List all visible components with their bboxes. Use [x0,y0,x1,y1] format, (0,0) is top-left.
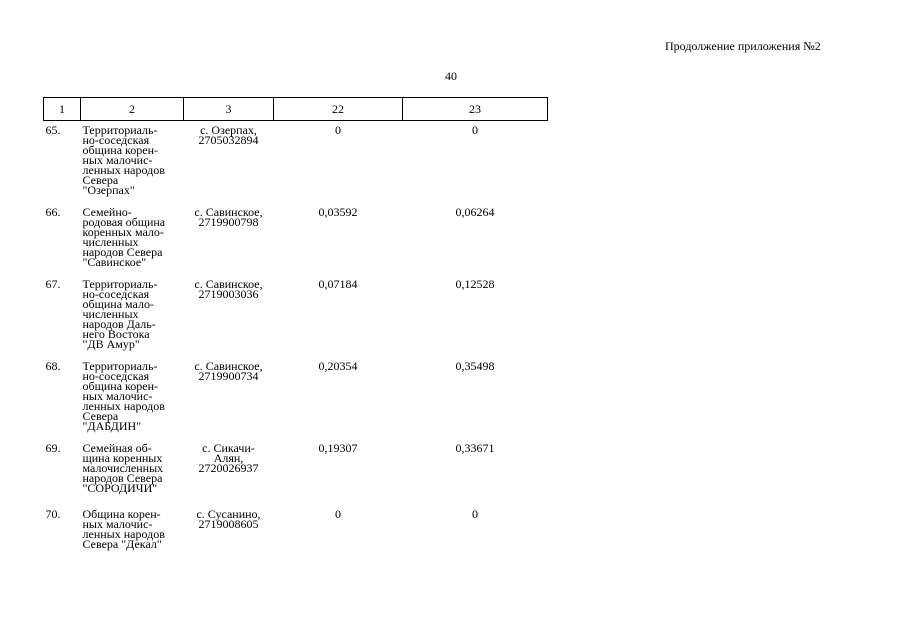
organization-name: Семейная об- щина коренных малочисленных народов Севера "СОРОДИЧИ" [82,440,164,495]
page-number: 40 [445,69,457,83]
location-code: с. Сикачи- Алян, 2720026937 [198,440,259,475]
location-code: с. Савинское, 2719900798 [194,204,263,229]
row-number: 68. [45,358,61,373]
table-row [44,275,548,357]
location-code: с. Савинское, 2719003036 [194,276,263,301]
row-number: 65. [45,123,61,137]
location-code: с. Савинское, 2719900734 [194,358,263,383]
value-col-22: 0 [335,506,341,521]
value-col-22: 0 [335,123,341,137]
column-header-2: 2 [81,98,184,121]
location-code: с. Озерпах, 2705032894 [198,123,259,147]
table-row [44,203,548,275]
value-col-23: 0 [472,506,478,521]
row-number: 69. [45,440,61,455]
appendix-caption: Продолжение приложения №2 [665,39,821,53]
row-number: 67. [45,276,61,291]
table-header-row [44,98,548,121]
organization-name: Община корен- ных малочис- ленных народов Севера "Декал" [82,506,165,551]
organization-name: Семейно- родовая община коренных мало- численных народов Севера "Савинское" [82,204,166,269]
location-code: с. Сусанино, 2719008605 [196,506,261,531]
value-col-22: 0,07184 [318,276,358,291]
table-row [44,505,548,565]
table-row [44,357,548,439]
table-row [44,439,548,505]
value-col-23: 0,35498 [455,358,495,373]
column-header-22: 22 [274,98,403,121]
table-row [44,121,548,203]
column-header-1: 1 [44,98,81,121]
value-col-23: 0,33671 [455,440,495,455]
column-header-3: 3 [184,98,274,121]
row-number: 70. [45,506,61,521]
data-table [43,97,548,565]
value-col-22: 0,03592 [318,204,358,219]
value-col-22: 0,20354 [318,358,358,373]
row-number: 66. [45,204,61,219]
organization-name: Территориаль- но-соседская община корен- ных малочис- ленных народов Севера "ДАБДИН" [82,358,165,433]
column-header-23: 23 [403,98,548,121]
value-col-23: 0 [472,123,478,137]
value-col-23: 0,06264 [455,204,495,219]
value-col-22: 0,19307 [318,440,358,455]
organization-name: Территориаль- но-соседская община корен- ных малочис- ленных народов Севера "Озерпах" [82,123,165,197]
organization-name: Территориаль- но-соседская община мало- численных народов Даль- него Востока "ДВ Амур" [82,276,158,351]
value-col-23: 0,12528 [455,276,495,291]
